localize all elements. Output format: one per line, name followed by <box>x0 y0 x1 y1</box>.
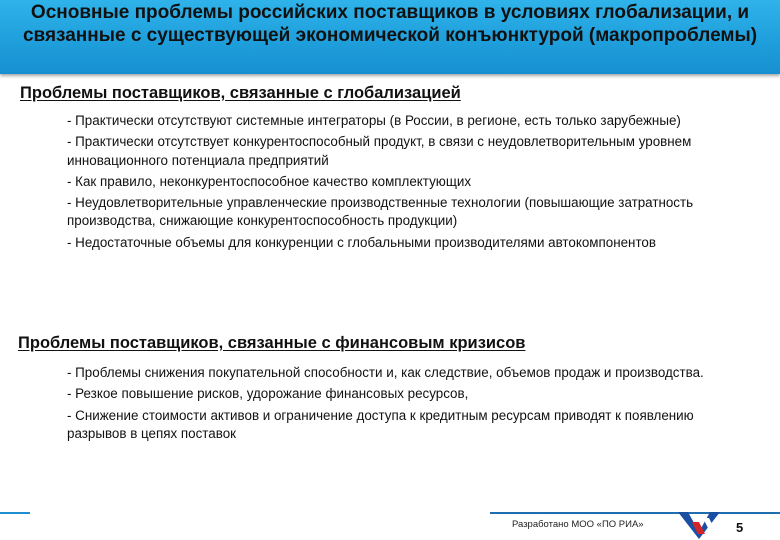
list-item: - Недостаточные объемы для конкуренции с глобальными производителями автокомпонентов <box>67 234 656 250</box>
slide-title: Основные проблемы российских поставщиков в условиях глобализации, и связанные с существующей экономической конъюнктурой (макропроблемы) <box>22 2 758 46</box>
globalization-problems-list <box>67 112 737 255</box>
list-item: - Практически отсутствует конкурентоспособный продукт, в связи с неудовлетворительным уровнем инновационного потенциала предприятий <box>67 134 692 168</box>
list-item: - Снижение стоимости активов и ограничение доступа к кредитным ресурсам приводят к появлению разрывов в цепях поставок <box>67 407 694 441</box>
list-item: - Проблемы снижения покупательной способности и, как следствие, объемов продаж и производства. <box>67 365 704 380</box>
section-heading-globalization: Проблемы поставщиков, связанные с глобализацией <box>20 84 461 102</box>
footer-divider <box>490 512 780 514</box>
footer-credit: Разработано МОО «ПО РИА» <box>512 519 644 530</box>
section-heading-financial-crisis: Проблемы поставщиков, связанные с финансовым кризисов <box>18 334 526 352</box>
page-number: 5 <box>736 520 744 535</box>
list-item: - Неудовлетворительные управленческие производственные технологии (повышающие затратность производства, снижающие конкурентоспособность продукции) <box>67 195 694 229</box>
list-item: - Как правило, неконкурентоспособное качество комплектующих <box>67 173 472 189</box>
footer-divider-left <box>0 512 30 514</box>
poria-logo-icon <box>676 510 722 540</box>
financial-crisis-problems-list <box>67 364 737 446</box>
list-item: - Резкое повышение рисков, удорожание финансовых ресурсов, <box>67 386 469 402</box>
list-item: - Практически отсутствуют системные интеграторы (в России, в регионе, есть только зарубежные) <box>67 113 681 128</box>
title-banner <box>0 0 780 74</box>
